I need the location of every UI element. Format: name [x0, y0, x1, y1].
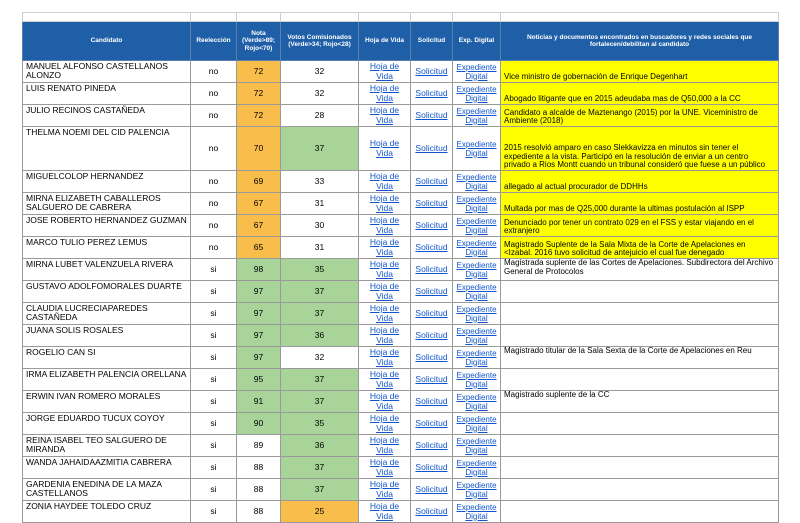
table-row	[23, 457, 779, 479]
reeleccion-cell: si	[191, 325, 237, 347]
hoja-de-vida-cell	[359, 303, 411, 325]
votos-cell: 37	[281, 479, 359, 501]
expediente-digital-link[interactable]: Expediente Digital	[456, 392, 497, 411]
nota-cell: 72	[237, 83, 281, 105]
expediente-cell	[453, 127, 501, 171]
reeleccion-cell: no	[191, 171, 237, 193]
expediente-digital-link[interactable]: Expediente Digital	[456, 370, 497, 389]
table-row	[23, 193, 779, 215]
expediente-digital-link[interactable]: Expediente Digital	[456, 480, 497, 499]
solicitud-link[interactable]: Solicitud	[415, 505, 448, 516]
solicitud-link[interactable]: Solicitud	[415, 263, 448, 274]
news-note-cell	[501, 435, 779, 457]
reeleccion-cell: si	[191, 479, 237, 501]
hoja-de-vida-cell	[359, 105, 411, 127]
expediente-cell	[453, 105, 501, 127]
expediente-digital-link[interactable]: Expediente Digital	[456, 62, 497, 81]
reeleccion-cell: si	[191, 347, 237, 369]
candidate-name: MANUEL ALFONSO CASTELLANOS ALONZO	[23, 61, 191, 83]
solicitud-link[interactable]: Solicitud	[415, 351, 448, 362]
reeleccion-cell: si	[191, 281, 237, 303]
solicitud-cell	[411, 391, 453, 413]
solicitud-link[interactable]: Solicitud	[415, 142, 448, 153]
solicitud-link[interactable]: Solicitud	[415, 439, 448, 450]
nota-cell: 95	[237, 369, 281, 391]
votos-cell: 32	[281, 83, 359, 105]
solicitud-cell	[411, 105, 453, 127]
nota-cell: 97	[237, 347, 281, 369]
news-note-cell	[501, 457, 779, 479]
header-exp: Exp. Digital	[453, 22, 501, 61]
table-row	[23, 127, 779, 171]
hoja-de-vida-link[interactable]: Hoja de Vida	[369, 237, 400, 257]
header-solicitud: Solicitud	[411, 22, 453, 61]
candidate-name: JOSE ROBERTO HERNANDEZ GUZMAN	[23, 215, 191, 237]
hoja-de-vida-link[interactable]: Hoja de Vida	[369, 435, 400, 455]
expediente-digital-link[interactable]: Expediente Digital	[456, 260, 497, 279]
table-row	[23, 391, 779, 413]
news-note-cell: Vice ministro de gobernación de Enrique Degenhart	[501, 61, 779, 83]
hoja-de-vida-link[interactable]: Hoja de Vida	[369, 281, 400, 301]
expediente-digital-link[interactable]: Expediente Digital	[456, 194, 497, 213]
table-row	[23, 303, 779, 325]
hoja-de-vida-cell	[359, 325, 411, 347]
solicitud-link[interactable]: Solicitud	[415, 175, 448, 186]
expediente-digital-link[interactable]: Expediente Digital	[456, 84, 497, 103]
votos-cell: 25	[281, 501, 359, 523]
expediente-digital-link[interactable]: Expediente Digital	[456, 436, 497, 455]
expediente-cell	[453, 369, 501, 391]
header-hoja: Hoja de Vida	[359, 22, 411, 61]
nota-cell: 97	[237, 325, 281, 347]
solicitud-link[interactable]: Solicitud	[415, 285, 448, 296]
expediente-cell	[453, 61, 501, 83]
hoja-de-vida-cell	[359, 391, 411, 413]
votos-cell: 37	[281, 281, 359, 303]
header-nota: Nota (Verde>89; Rojo<70)	[237, 22, 281, 61]
news-note-cell: Multada por mas de Q25,000 durante la ultimas postulación al ISPP	[501, 193, 779, 215]
solicitud-link[interactable]: Solicitud	[415, 197, 448, 208]
solicitud-cell	[411, 171, 453, 193]
news-note-cell	[501, 325, 779, 347]
expediente-cell	[453, 501, 501, 523]
votos-cell: 33	[281, 171, 359, 193]
reeleccion-cell: no	[191, 83, 237, 105]
solicitud-link[interactable]: Solicitud	[415, 219, 448, 230]
hoja-de-vida-cell	[359, 127, 411, 171]
solicitud-cell	[411, 501, 453, 523]
hoja-de-vida-link[interactable]: Hoja de Vida	[369, 479, 400, 499]
hoja-de-vida-cell	[359, 457, 411, 479]
nota-cell: 70	[237, 127, 281, 171]
expediente-cell	[453, 83, 501, 105]
solicitud-link[interactable]: Solicitud	[415, 109, 448, 120]
reeleccion-cell: no	[191, 193, 237, 215]
solicitud-cell	[411, 347, 453, 369]
reeleccion-cell: si	[191, 369, 237, 391]
expediente-digital-link[interactable]: Expediente Digital	[456, 326, 497, 345]
nota-cell: 69	[237, 171, 281, 193]
votos-cell: 35	[281, 413, 359, 435]
table-row	[23, 325, 779, 347]
solicitud-cell	[411, 127, 453, 171]
nota-cell: 88	[237, 501, 281, 523]
nota-cell: 90	[237, 413, 281, 435]
hoja-de-vida-cell	[359, 193, 411, 215]
header-reeleccion: Reelección	[191, 22, 237, 61]
solicitud-cell	[411, 369, 453, 391]
hoja-de-vida-link[interactable]: Hoja de Vida	[369, 83, 400, 103]
reeleccion-cell: si	[191, 457, 237, 479]
solicitud-cell	[411, 259, 453, 281]
reeleccion-cell: no	[191, 237, 237, 259]
table-row	[23, 413, 779, 435]
expediente-cell	[453, 391, 501, 413]
news-note-cell: Magistrado suplente de la CC	[501, 391, 779, 413]
votos-cell: 36	[281, 435, 359, 457]
hoja-de-vida-link[interactable]: Hoja de Vida	[369, 105, 400, 125]
solicitud-link[interactable]: Solicitud	[415, 417, 448, 428]
hoja-de-vida-cell	[359, 501, 411, 523]
expediente-digital-link[interactable]: Expediente Digital	[456, 282, 497, 301]
news-note-cell	[501, 501, 779, 523]
nota-cell: 98	[237, 259, 281, 281]
solicitud-cell	[411, 413, 453, 435]
hoja-de-vida-link[interactable]: Hoja de Vida	[369, 303, 400, 323]
table-row	[23, 435, 779, 457]
news-note-cell: Abogado litigante que en 2015 adeudaba mas de Q50,000 a la CC	[501, 83, 779, 105]
solicitud-link[interactable]: Solicitud	[415, 65, 448, 76]
solicitud-cell	[411, 435, 453, 457]
news-note-cell	[501, 413, 779, 435]
solicitud-link[interactable]: Solicitud	[415, 395, 448, 406]
expediente-digital-link[interactable]: Expediente Digital	[456, 348, 497, 367]
nota-cell: 91	[237, 391, 281, 413]
votos-cell: 36	[281, 325, 359, 347]
solicitud-link[interactable]: Solicitud	[415, 461, 448, 472]
news-note-cell: Candidato a alcalde de Maztenango (2015) por la UNE. Viceministro de Ambiente (2018)	[501, 105, 779, 127]
expediente-digital-link[interactable]: Expediente Digital	[456, 238, 497, 257]
hoja-de-vida-cell	[359, 237, 411, 259]
hoja-de-vida-link[interactable]: Hoja de Vida	[369, 215, 400, 235]
solicitud-cell	[411, 215, 453, 237]
reeleccion-cell: si	[191, 303, 237, 325]
nota-cell: 72	[237, 61, 281, 83]
hoja-de-vida-link[interactable]: Hoja de Vida	[369, 61, 400, 81]
candidate-name: ZONIA HAYDEE TOLEDO CRUZ	[23, 501, 191, 523]
solicitud-cell	[411, 237, 453, 259]
votos-cell: 37	[281, 391, 359, 413]
candidate-name: MIRNA ELIZABETH CABALLEROS SALGUERO DE CABRERA	[23, 193, 191, 215]
solicitud-cell	[411, 281, 453, 303]
candidate-name: CLAUDIA LUCRECIAPAREDES CASTAÑEDA	[23, 303, 191, 325]
solicitud-link[interactable]: Solicitud	[415, 87, 448, 98]
hoja-de-vida-cell	[359, 215, 411, 237]
solicitud-link[interactable]: Solicitud	[415, 373, 448, 384]
votos-cell: 31	[281, 193, 359, 215]
table-row	[23, 479, 779, 501]
candidate-name: ROGELIO CAN SI	[23, 347, 191, 369]
solicitud-link[interactable]: Solicitud	[415, 483, 448, 494]
nota-cell: 65	[237, 237, 281, 259]
news-note-cell	[501, 303, 779, 325]
table-row	[23, 501, 779, 523]
reeleccion-cell: si	[191, 391, 237, 413]
table-row	[23, 259, 779, 281]
reeleccion-cell: si	[191, 413, 237, 435]
expediente-digital-link[interactable]: Expediente Digital	[456, 172, 497, 191]
hoja-de-vida-link[interactable]: Hoja de Vida	[369, 171, 400, 191]
header-candidato: Candidato	[23, 22, 191, 61]
expediente-cell	[453, 259, 501, 281]
nota-cell: 67	[237, 215, 281, 237]
votos-cell: 32	[281, 61, 359, 83]
votos-cell: 32	[281, 347, 359, 369]
reeleccion-cell: si	[191, 259, 237, 281]
reeleccion-cell: si	[191, 501, 237, 523]
nota-cell: 72	[237, 105, 281, 127]
expediente-cell	[453, 215, 501, 237]
candidate-name: MARCO TULIO PEREZ LEMUS	[23, 237, 191, 259]
hoja-de-vida-cell	[359, 281, 411, 303]
expediente-cell	[453, 347, 501, 369]
hoja-de-vida-link[interactable]: Hoja de Vida	[369, 193, 400, 213]
candidate-name: GARDENIA ENEDINA DE LA MAZA CASTELLANOS	[23, 479, 191, 501]
hoja-de-vida-cell	[359, 369, 411, 391]
nota-cell: 88	[237, 479, 281, 501]
votos-cell: 30	[281, 215, 359, 237]
table-row	[23, 105, 779, 127]
candidate-name: REINA ISABEL TEO SALGUERO DE MIRANDA	[23, 435, 191, 457]
expediente-digital-link[interactable]: Expediente Digital	[456, 458, 497, 477]
candidate-name: JULIO RECINOS CASTAÑEDA	[23, 105, 191, 127]
candidate-name: WANDA JAHAIDAAZMITIA CABRERA	[23, 457, 191, 479]
table-row	[23, 61, 779, 83]
expediente-digital-link[interactable]: Expediente Digital	[456, 139, 497, 158]
nota-cell: 97	[237, 303, 281, 325]
hoja-de-vida-cell	[359, 479, 411, 501]
votos-cell: 37	[281, 303, 359, 325]
candidate-name: JORGE EDUARDO TUCUX COYOY	[23, 413, 191, 435]
hoja-de-vida-link[interactable]: Hoja de Vida	[369, 259, 400, 279]
table-row	[23, 281, 779, 303]
expediente-digital-link[interactable]: Expediente Digital	[456, 414, 497, 433]
candidates-table	[22, 12, 779, 523]
expediente-cell	[453, 237, 501, 259]
hoja-de-vida-cell	[359, 435, 411, 457]
solicitud-cell	[411, 303, 453, 325]
expediente-cell	[453, 281, 501, 303]
expediente-cell	[453, 435, 501, 457]
table-row	[23, 215, 779, 237]
candidate-name: JUANA SOLIS ROSALES	[23, 325, 191, 347]
hoja-de-vida-link[interactable]: Hoja de Vida	[369, 325, 400, 345]
candidate-name: LUIS RENATO PINEDA	[23, 83, 191, 105]
hoja-de-vida-cell	[359, 347, 411, 369]
reeleccion-cell: si	[191, 435, 237, 457]
expediente-digital-link[interactable]: Expediente Digital	[456, 304, 497, 323]
table-row	[23, 83, 779, 105]
news-note-cell	[501, 479, 779, 501]
table-row	[23, 237, 779, 259]
expediente-digital-link[interactable]: Expediente Digital	[456, 106, 497, 125]
expediente-cell	[453, 303, 501, 325]
table-row	[23, 369, 779, 391]
expediente-cell	[453, 413, 501, 435]
header-votos: Votos Comisionados (Verde>34; Rojo<28)	[281, 22, 359, 61]
expediente-digital-link[interactable]: Expediente Digital	[456, 216, 497, 235]
news-note-cell: allegado al actual procurador de DDHHs	[501, 171, 779, 193]
hoja-de-vida-link[interactable]: Hoja de Vida	[369, 369, 400, 389]
header-noticias: Noticias y documentos encontrados en buscadores y redes sociales que fortalecen/debilitan al candidato	[501, 22, 779, 61]
solicitud-cell	[411, 325, 453, 347]
expediente-cell	[453, 193, 501, 215]
nota-cell: 67	[237, 193, 281, 215]
hoja-de-vida-link[interactable]: Hoja de Vida	[369, 347, 400, 367]
reeleccion-cell: no	[191, 105, 237, 127]
solicitud-link[interactable]: Solicitud	[415, 241, 448, 252]
news-note-cell	[501, 281, 779, 303]
candidate-name: ERWIN IVAN ROMERO MORALES	[23, 391, 191, 413]
candidate-name: MIRNA LUBET VALENZUELA RIVERA	[23, 259, 191, 281]
candidate-name: THELMA NOEMI DEL CID PALENCIA	[23, 127, 191, 171]
votos-cell: 31	[281, 237, 359, 259]
expediente-cell	[453, 325, 501, 347]
solicitud-cell	[411, 479, 453, 501]
reeleccion-cell: no	[191, 215, 237, 237]
candidate-name: GUSTAVO ADOLFOMORALES DUARTE	[23, 281, 191, 303]
hoja-de-vida-link[interactable]: Hoja de Vida	[369, 138, 400, 158]
solicitud-cell	[411, 193, 453, 215]
hoja-de-vida-cell	[359, 61, 411, 83]
hoja-de-vida-link[interactable]: Hoja de Vida	[369, 391, 400, 411]
spacer-row	[23, 13, 779, 22]
votos-cell: 37	[281, 369, 359, 391]
hoja-de-vida-cell	[359, 171, 411, 193]
expediente-digital-link[interactable]: Expediente Digital	[456, 502, 497, 521]
table-row	[23, 347, 779, 369]
hoja-de-vida-cell	[359, 83, 411, 105]
nota-cell: 97	[237, 281, 281, 303]
nota-cell: 89	[237, 435, 281, 457]
hoja-de-vida-cell	[359, 259, 411, 281]
votos-cell: 37	[281, 127, 359, 171]
candidate-name: MIGUELCOLOP HERNANDEZ	[23, 171, 191, 193]
reeleccion-cell: no	[191, 127, 237, 171]
expediente-cell	[453, 479, 501, 501]
reeleccion-cell: no	[191, 61, 237, 83]
nota-cell: 88	[237, 457, 281, 479]
solicitud-cell	[411, 83, 453, 105]
news-note-cell: Denunciado por tener un contrato 029 en el FSS y estar viajando en el extranjero	[501, 215, 779, 237]
header-row	[23, 22, 779, 61]
table-row	[23, 171, 779, 193]
expediente-cell	[453, 457, 501, 479]
table-body	[23, 61, 779, 523]
solicitud-link[interactable]: Solicitud	[415, 329, 448, 340]
news-note-cell	[501, 369, 779, 391]
hoja-de-vida-cell	[359, 413, 411, 435]
solicitud-cell	[411, 457, 453, 479]
votos-cell: 37	[281, 457, 359, 479]
votos-cell: 35	[281, 259, 359, 281]
expediente-cell	[453, 171, 501, 193]
news-note-cell: Magistrado titular de la Sala Sexta de la Corte de Apelaciones en Reu	[501, 347, 779, 369]
candidate-name: IRMA ELIZABETH PALENCIA ORELLANA	[23, 369, 191, 391]
hoja-de-vida-link[interactable]: Hoja de Vida	[369, 457, 400, 477]
hoja-de-vida-link[interactable]: Hoja de Vida	[369, 501, 400, 521]
news-note-cell: Magistrada suplente de las Cortes de Apelaciones. Subdirectora del Archivo General de Protocolos	[501, 259, 779, 281]
solicitud-link[interactable]: Solicitud	[415, 307, 448, 318]
votos-cell: 28	[281, 105, 359, 127]
news-note-cell: Magistrado Suplente de la Sala Mixta de la Corte de Apelaciones en <Izabal. 2016 tuvo solicitud de antejuicio el cual fue denegado	[501, 237, 779, 259]
solicitud-cell	[411, 61, 453, 83]
hoja-de-vida-link[interactable]: Hoja de Vida	[369, 413, 400, 433]
news-note-cell: 2015 resolvió amparo en caso Slekkavizza en minutos sin tener el expediente a la vista. Participó en la resolución de enviar a un centro privado a Rios Montt cuando un tribunal consideró que fuese a un público	[501, 127, 779, 171]
